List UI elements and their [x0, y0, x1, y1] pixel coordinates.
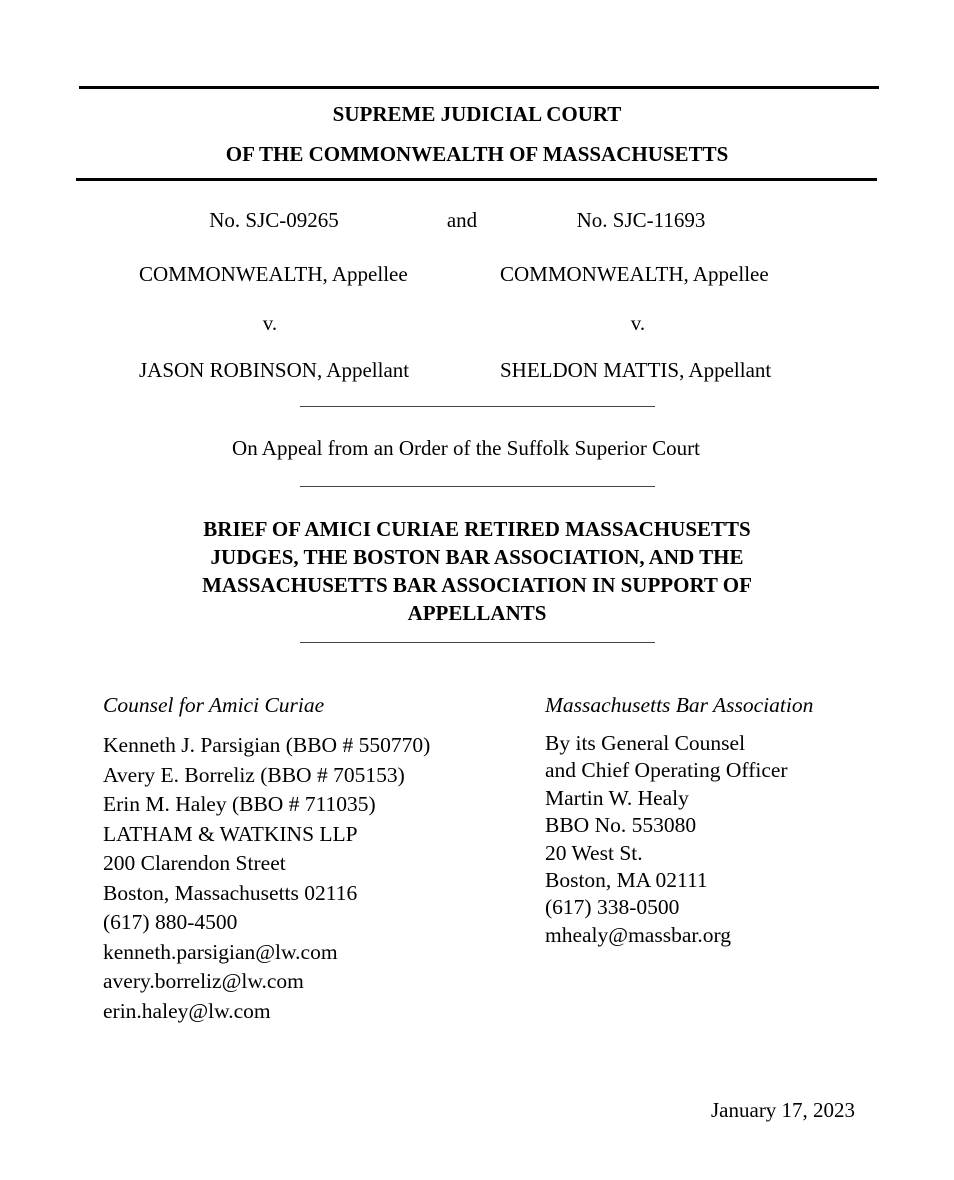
- case-conjunction: and: [446, 208, 478, 232]
- counsel-right-line: (617) 338-0500: [545, 895, 680, 920]
- appeal-statement: On Appeal from an Order of the Suffolk Superior Court: [232, 436, 700, 460]
- brief-title-line-4: APPELLANTS: [407, 601, 547, 625]
- court-rule: [76, 178, 877, 181]
- counsel-left-line: Boston, Massachusetts 02116: [103, 880, 358, 905]
- case-number-left: No. SJC-09265: [209, 208, 339, 232]
- counsel-right-line: By its General Counsel: [545, 731, 746, 755]
- brief-title-line-3: MASSACHUSETTS BAR ASSOCIATION IN SUPPORT OF: [202, 573, 752, 597]
- counsel-right-line: and Chief Operating Officer: [545, 758, 788, 783]
- counsel-left-block: [103, 731, 430, 1026]
- separator-rule-2: [300, 486, 655, 487]
- counsel-left-line: Avery E. Borreliz (BBO # 705153): [103, 762, 405, 787]
- counsel-left-line: (617) 880-4500: [103, 910, 238, 934]
- appellant-right: SHELDON MATTIS, Appellant: [500, 358, 772, 382]
- case-number-right: No. SJC-11693: [576, 208, 706, 232]
- counsel-right-line: 20 West St.: [545, 840, 643, 865]
- counsel-left-line: avery.borreliz@lw.com: [103, 969, 304, 993]
- counsel-left-line: kenneth.parsigian@lw.com: [103, 939, 338, 964]
- separator-rule-3: [300, 642, 655, 643]
- brief-title: [0, 515, 954, 627]
- counsel-right-heading: Massachusetts Bar Association: [545, 693, 814, 717]
- top-rule: [79, 86, 879, 89]
- counsel-left-line: erin.haley@lw.com: [103, 998, 271, 1023]
- counsel-right-line: BBO No. 553080: [545, 813, 697, 838]
- counsel-right-line: mhealy@massbar.org: [545, 922, 731, 947]
- counsel-right-line: Boston, MA 02111: [545, 868, 708, 893]
- counsel-right-block: [545, 730, 788, 949]
- counsel-left-line: 200 Clarendon Street: [103, 851, 286, 875]
- court-name-line-2: OF THE COMMONWEALTH OF MASSACHUSETTS: [225, 142, 729, 166]
- counsel-right-line: Martin W. Healy: [545, 785, 689, 810]
- versus-right: v.: [630, 311, 646, 335]
- versus-left: v.: [262, 311, 278, 335]
- brief-title-line-1: BRIEF OF AMICI CURIAE RETIRED MASSACHUSETTS: [203, 517, 751, 541]
- court-name-line-1: SUPREME JUDICIAL COURT: [332, 102, 622, 126]
- filing-date: January 17, 2023: [711, 1098, 856, 1122]
- appellant-left: JASON ROBINSON, Appellant: [139, 358, 410, 382]
- appellee-left: COMMONWEALTH, Appellee: [139, 262, 408, 286]
- counsel-left-line: Kenneth J. Parsigian (BBO # 550770): [103, 733, 431, 757]
- brief-title-line-2: JUDGES, THE BOSTON BAR ASSOCIATION, AND THE: [210, 545, 744, 569]
- counsel-left-line: LATHAM & WATKINS LLP: [103, 821, 358, 846]
- counsel-left-line: Erin M. Haley (BBO # 711035): [103, 792, 376, 816]
- appellee-right: COMMONWEALTH, Appellee: [500, 262, 769, 286]
- counsel-left-heading: Counsel for Amici Curiae: [103, 693, 325, 717]
- separator-rule-1: [300, 406, 655, 407]
